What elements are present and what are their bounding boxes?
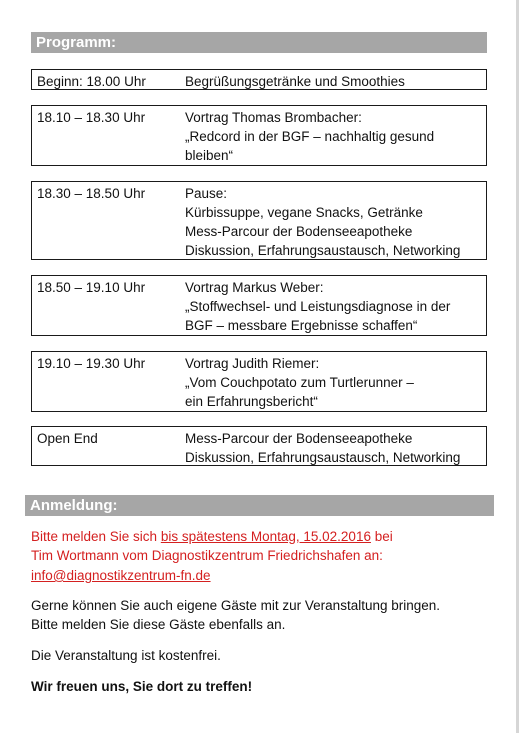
description-line: Pause:: [185, 186, 228, 201]
registration-suffix: bei: [370, 529, 393, 544]
schedule-time: 19.10 – 19.30 Uhr: [37, 356, 146, 371]
schedule-row: [31, 351, 487, 412]
description-line: Diskussion, Erfahrungsaustausch, Networking: [185, 450, 461, 465]
schedule-description: [185, 108, 482, 165]
registration-prefix: Bitte melden Sie sich: [31, 529, 161, 544]
description-line: Vortrag Judith Riemer:: [185, 356, 320, 371]
description-line: Begrüßungsgetränke und Smoothies: [185, 74, 405, 89]
schedule-row: [31, 426, 487, 466]
description-line: Kürbissuppe, vegane Snacks, Getränke: [185, 205, 423, 220]
schedule-description: [185, 278, 482, 335]
closing-line: Wir freuen uns, Sie dort zu treffen!: [31, 679, 253, 694]
schedule-time: 18.30 – 18.50 Uhr: [37, 186, 146, 201]
description-line: Vortrag Thomas Brombacher:: [185, 110, 362, 125]
registration-line-2: Tim Wortmann vom Diagnostikzentrum Friedrichshafen an:: [31, 548, 383, 563]
guests-line-2: Bitte melden Sie diese Gäste ebenfalls an.: [31, 617, 286, 632]
schedule-row: [31, 69, 487, 90]
description-line: Diskussion, Erfahrungsaustausch, Networking: [185, 243, 461, 258]
schedule-time: Beginn: 18.00 Uhr: [37, 74, 146, 89]
registration-line-1: [31, 527, 501, 546]
registration-email-line: [31, 566, 501, 585]
description-line: ein Erfahrungsbericht“: [185, 394, 318, 409]
schedule-row: [31, 275, 487, 336]
registration-deadline: bis spätestens Montag, 15.02.2016: [160, 529, 371, 544]
schedule-row: [31, 181, 487, 260]
description-line: „Vom Couchpotato zum Turtlerunner –: [185, 375, 414, 390]
schedule-time: 18.50 – 19.10 Uhr: [37, 280, 146, 295]
schedule-description: [185, 72, 482, 91]
description-line: Mess-Parcour der Bodenseeapotheke: [185, 431, 413, 446]
schedule-description: [185, 354, 482, 411]
schedule-time: 18.10 – 18.30 Uhr: [37, 110, 146, 125]
description-line: bleiben“: [185, 148, 234, 163]
schedule-time: Open End: [37, 431, 98, 446]
email-link[interactable]: info@diagnostikzentrum-fn.de: [31, 568, 211, 583]
description-line: „Redcord in der BGF – nachhaltig gesund: [185, 129, 435, 144]
description-line: BGF – messbare Ergebnisse schaffen“: [185, 318, 418, 333]
description-line: Vortrag Markus Weber:: [185, 280, 324, 295]
guests-line-1: Gerne können Sie auch eigene Gäste mit zur Veranstaltung bringen.: [31, 598, 441, 613]
description-line: Mess-Parcour der Bodenseeapotheke: [185, 224, 413, 239]
schedule-description: [185, 184, 482, 260]
anmeldung-heading: Anmeldung:: [25, 495, 494, 516]
programm-heading: Programm:: [31, 32, 487, 53]
schedule-row: [31, 105, 487, 166]
schedule-description: [185, 429, 482, 467]
description-line: „Stoffwechsel- und Leistungsdiagnose in der: [185, 299, 451, 314]
free-of-charge-note: Die Veranstaltung ist kostenfrei.: [31, 648, 221, 663]
